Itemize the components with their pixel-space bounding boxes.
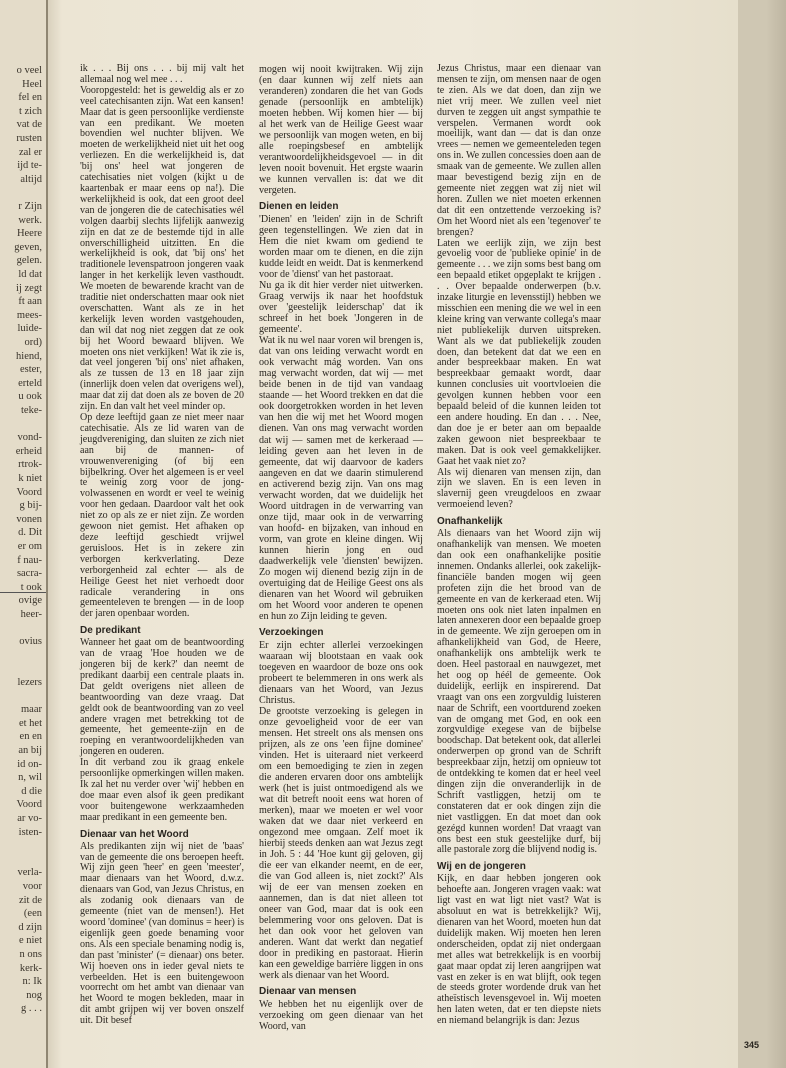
previous-page-fragment: g . . . (21, 1003, 42, 1015)
previous-page-fragment: n, wil (18, 772, 42, 784)
paragraph: Jezus Christus, maar een dienaar van mensen te zijn, om mensen naar de ogen te zien. Als we dat doen, dan zijn we niet vrij meer. We zullen veel niet durven te zeggen uit angst sympathie te verspelen. Vermanen wordt ook moeilijk, want dan — dat is dan onze vrees — nemen we gemeenteleden tegen ons in. We zullen concessies doen aan de smaak van de gemeente. We zullen allen maar bevestigend bezig zijn en de gemeente niet zeggen wat zij niet wil horen. Zullen we niet moeten erkennen dat dit een ontzettende verzoeking is? Om het Woord niet als een 'tegenover' te brengen? (437, 63, 601, 238)
previous-page-rule (0, 592, 46, 593)
page-curl-shadow (766, 0, 786, 1068)
previous-page-fragment: n ons (19, 949, 42, 960)
section-heading: Dienaar van het Woord (80, 828, 189, 840)
previous-page-fragment: maar (21, 704, 42, 716)
main-page (48, 0, 760, 1068)
previous-page-fragment: isten- (18, 826, 42, 838)
paragraph: Als predikanten zijn wij niet de 'baas' van de gemeente die ons beroepen heeft. Wij zijn geen 'heer' en geen 'meester', maar dienaars van het Woord, d.w.z. dienaars van God, van Jezus Christus, en als zodanig ook dienaars van de gemeente (niet van de mensen!). Het woord 'dominee' (van dominus = heer) is eigenlijk geen goede benaming voor ons. Als een speciale benaming nodig is, dan past 'minister' (= dienaar) ons beter. Wij hoeven ons in ieder geval niets te verbeelden. Het is een buitengewoon voorrecht om het ambt van dienaar van het Woord te mogen bekleden, maar in dit ambt grijpen wij ver boven onszelf uit. Dit besef (80, 840, 244, 1027)
previous-page-fragment: d die (21, 785, 42, 797)
previous-page-fragment: o veel (16, 65, 42, 76)
previous-page-fragment: mees- (16, 309, 42, 321)
previous-page-fragment: sacra- (16, 568, 42, 580)
previous-page-fragment: n: Ik (22, 976, 42, 988)
previous-page-fragment: fel en (18, 92, 42, 104)
previous-page-fragment: Heere (16, 228, 42, 240)
previous-page-fragment: ft aan (18, 296, 42, 308)
previous-page-fragment: rtrok- (18, 459, 42, 471)
paragraph: 'Dienen' en 'leiden' zijn in de Schrift geen tegenstellingen. We zien dat in Hem die niet kwam om gediend te worden maar om te dienen, en die zijn kudde leidt en weidt. Dat is kenmerkend voor de 'dienst' van het pastoraat. (259, 214, 423, 281)
previous-page-fragment: ld dat (18, 269, 42, 280)
previous-page-fragment: t ook (20, 581, 42, 593)
previous-page-fragment: voor (22, 881, 42, 892)
previous-page-fragment: nog (26, 989, 42, 1001)
paragraph: Er zijn echter allerlei verzoekingen waaraan wij blootstaan en vaak ook toegeven en waardoor de boze ons ook probeert te belemmeren in ons werk als dienaars van het Woord, van Jezus Christus. (259, 639, 423, 706)
paragraph: Vooropgesteld: het is geweldig als er zo veel catechisanten zijn. Wat een kansen! Maar dat is geen persoonlijke verdienste van een predikant. We moeten bovendien wel nuchter blijven. We moeten de werkelijkheid niet uit het oog verliezen. En die werkelijkheid is, dat 'bij ons' heel wat jongeren de catechisaties niet volgen (kijkt u de kaartenbak er maar eens op na!). Die werkelijkheid is ook, dat een groot deel van de jongeren die de catechisaties wél volgen daarbij slechts lijfelijk aanwezig zijn en dat ze de bestemde tijd in alle onverschilligheid uitzitten. En die werkelijkheid is ook, dat 'bij ons' het traditionele levenspatroon jongeren vaak langer in het kerkelijk leven vasthoudt. We moeten de bewarende kracht van de traditie niet onderschatten maar ook niet overschatten. Want als ze in het kerkelijk leven worden vastgehouden, dan wil dat nog niet zeggen dat ze ook bij het Woord bewaard blijven. We moeten ons niet verkijken! Wat ik zie is, dat veel jongeren 'bij ons' niet afhaken, als ze tussen de 13 en 18 jaar zijn (innerlijk doen velen dat overigens wel), maar dat zij dat doen als ze boven de 20 zijn. En dan valt het veel minder op. (80, 84, 244, 413)
previous-page-fragment: d. Dit (18, 527, 42, 539)
text-column-3 (437, 64, 601, 1027)
paragraph: Kijk, en daar hebben jongeren ook behoefte aan. Jongeren vragen vaak: wat ligt vast en wat ligt niet vast? Wat is absoluut en wat is betrekkelijk? Wij, dienaren van het Woord, moeten hun dat duidelijk maken. Wij moeten hen leren onderscheiden, opdat zij niet ondergaan met alles wat betrekkelijk is en voorbij gaat maar opdat zij leren aangrijpen wat vast en zeker is en wat blijft, ook tegen de steeds groter wordende druk van het atheïstisch levensgevoel in. Wij moeten hen laten weten, dat er ten diepste niets en niemand belangrijk is dan: Jezus (437, 873, 601, 1027)
paragraph: In dit verband zou ik graag enkele persoonlijke opmerkingen willen maken. Ik zal het nu verder over 'wij' hebben en doe maar even alsof ik geen predikant voor buitengewone werkzaamheden maar predikant in een gemeente ben. (80, 757, 244, 823)
previous-page-fragment: ar vo- (17, 813, 42, 824)
previous-page-fragment: vat de (16, 119, 42, 131)
previous-page-fragment: en en (19, 731, 42, 743)
previous-page-fragment: an bij (18, 745, 42, 756)
paragraph: ik . . . Bij ons . . . bij mij valt het allemaal nog wel mee . . . (80, 63, 244, 85)
previous-page-fragment: ijd te- (17, 160, 42, 172)
previous-page-fragment: erteld (18, 377, 42, 389)
paragraph: We hebben het nu eigenlijk over de verzoeking om geen dienaar van het Woord, van (259, 999, 423, 1033)
previous-page-fragment: d zijn (18, 921, 42, 933)
paragraph: Als dienaars van het Woord zijn wij onafhankelijk van mensen. We moeten dan ook een onafhankelijke positie innemen. Ondanks allerlei, ook zakelijk-financiële banden mogen wij geen profeten zijn die het brood van de gemeente en van de kerkeraad eten. Wij moeten ons ook niet laten inpalmen en laten annexeren door een bepaalde groep in de gemeente. We zijn geroepen om in afhankelijkheid van God, de Heere, onafhankelijk ons ambtelijk werk te doen. Heel pastoraal en nauwgezet, met het oog op héél de gemeente. Ook duidelijk, eerlijk en inspirerend. Dat vraagt van ons een zorgvuldig luisteren naar de Schrift, een voortdurend zoeken van de omgang met God, en ook een zorgvuldige exegese van de bijbelse boodschap. Dat betekent ook, dat allerlei onderwerpen op grond van de Schrift bespreekbaar zijn, hetzij om opnieuw tot de ontdekking te komen dat er heel veel dingen zijn die onveranderlijk in de Schrift vastliggen, hetzij om te constateren dat er ook dingen zijn die niet vastliggen. En dat moet dan ook gezégd kunnen worden! Dat vraagt van ons best een stuk geestelijke durf, bij alle pastorale zorg die blijvend nodig is. (437, 528, 601, 856)
previous-page-fragment: u ook (18, 391, 42, 403)
previous-page-fragment: ovius (19, 636, 42, 648)
page-number: 345 (744, 1040, 760, 1050)
previous-page-fragment: luide- (17, 323, 42, 335)
previous-page-fragment: teke- (21, 405, 42, 416)
section-heading: Dienen en leiden (259, 201, 339, 213)
text-column-2 (259, 64, 423, 1032)
previous-page-fragment: t zich (18, 105, 42, 117)
section-heading: Onafhankelijk (437, 516, 503, 528)
previous-page-fragment: heer- (20, 609, 42, 620)
previous-page-fragment: vond- (17, 432, 42, 444)
previous-page-fragment: ester, (19, 364, 42, 376)
paragraph: Laten we eerlijk zijn, we zijn best gevoelig voor de 'publieke opinie' in de gemeente . . . we zijn soms best bang om een bepaald etiket opgeplakt te krijgen . . . Over bepaalde onderwerpen (b.v. inzake liturgie en levensstijl) hebben we misschien een mening die we wel in een kleine kring van verwante collega's maar niet publiekelijk durven uitspreken. Want als we dat publiekelijk zouden doen, dan betekent dat dat we een en ander bespreekbaar maken. En wat bespreekbaar gemaakt wordt, daar kunnen conclusies uit voortvloeien die gevolgen kunnen hebben voor een bepaald beleid of die kunnen leiden tot een andere houding. En dan . . . Nee, dan doe je er beter aan om bepaalde zaken gewoon niet bespreekbaar te maken. Dat is ook veel gemakkelijker. Gaat het vaak niet zo? (437, 237, 601, 467)
paragraph: Wanneer het gaat om de beantwoording van de vraag 'Hoe houden we de jongeren bij de kerk?' dan neemt de predikant daarbij een centrale plaats in. Dat geldt overigens niet alleen de beantwoording van deze vraag. Dat geldt ook de beantwoording van zo veel andere vragen met betrekking tot de gemeente, het gemeente-zijn en de roeping en verantwoordelijkheden van jongeren en ouderen. (80, 637, 244, 758)
section-heading: Wij en de jongeren (437, 861, 526, 873)
paragraph: Wat ik nu wel naar voren wil brengen is, dat van ons leiding verwacht wordt en ook verwacht mág worden. Van ons mag verwacht worden, dat wij — met beide benen in de tijd van vandaag staande — het Woord trekken en dat die ook doorgetrokken worden in het leven van hen die wij met het Woord mogen dienen. Van ons mag verwacht worden dat wij — samen met de kerkeraad — leiding geven aan het leven in de gemeente, dat wij daarvoor de kaders aangeven en dat we daarin stimulerend en activerend bezig zijn. Van ons mag verwacht worden, dat we duidelijk het Woord uitdragen in de verwarring van onze tijd, maar ook in de verwarring van hoofd- en bijzaken, van inhoud en vorm, van grote en kleine dingen. Wij kunnen hierin jong en oud daadwerkelijk vele 'diensten' bewijzen. Zo mogen wij dienend bezig zijn in de overtuiging dat de Heilige Geest ons als dienaren van het Woord wil gebruiken om het Woord voor anderen te openen en hun zo Zijn leiding te geven. (259, 335, 423, 622)
previous-page-fragment: et het (18, 717, 42, 729)
previous-page-fragment: ord) (24, 337, 42, 348)
previous-page-fragment: altijd (20, 173, 42, 185)
previous-page-fragment: werk. (18, 214, 42, 226)
previous-page-fragment: f nau- (17, 554, 42, 566)
previous-page-fragment: k niet (18, 473, 42, 484)
previous-page-fragment: r Zijn (18, 201, 42, 212)
previous-page-fragment: e niet (18, 935, 42, 947)
previous-page-fragment: gelen. (16, 255, 42, 267)
previous-page-fragment: vonen (16, 513, 42, 525)
previous-page-fragment: g bij- (19, 500, 42, 512)
previous-page-fragment: erheid (15, 445, 42, 457)
previous-page-fragment: zal er (18, 146, 42, 158)
previous-page-fragment: geven, (14, 241, 42, 253)
previous-page-fragment: rusten (16, 133, 42, 144)
previous-page-fragment: Voord (16, 799, 42, 811)
previous-page-fragment: ovige (18, 595, 42, 607)
section-heading: Verzoekingen (259, 626, 324, 638)
paragraph: Op deze leeftijd gaan ze niet meer naar catechisatie. Als ze lid waren van de jeugdvereniging, dan sluiten ze zich niet aan bij de mannen- of vrouwenvereniging (of bij een bijbelkring. Over het algemeen is er veel te weinig zorg voor de jong-volwassenen en wordt er veel te weinig voor hen gedaan. Daardoor valt het ook niet zo op als ze er niet zijn. Ze worden gewoon niet gemist. Het afhaken op deze leeftijd geschiedt vrijwel geruisloos. Het is in zekere zin verborgen kerkverlating. Deze verborgenheid zal echter — als de Heilige Geest het niet verhoedt door radicale verandering in ons gemeenteleven te brengen — in de loop der jaren openbaar worden. (80, 412, 244, 620)
paragraph: Als wij dienaren van mensen zijn, dan zijn we slaven. En is een leven in slavernij geen vreugdeloos en zwaar vermoeiend leven? (437, 466, 601, 511)
previous-page-fragment: Voord (16, 486, 42, 498)
section-heading: Dienaar van mensen (259, 986, 357, 998)
previous-page-edge (0, 0, 48, 1068)
previous-page-fragment: hiend, (16, 350, 42, 362)
previous-page-fragment: kerk- (19, 962, 42, 974)
paragraph: De grootste verzoeking is gelegen in onze gevoeligheid voor de eer van mensen. Het streelt ons als mensen ons prijzen, als ze ons 'een fijne dominee' vinden. Het is uiteraard niet verkeerd om een bemoediging te zien in zegen die anderen ervaren door ons ambtelijk werk (het is juist ontmoedigend als we wat dit betreft nooit eens wat horen of merken), maar we moeten er wel voor waken dat we daar niet verkeerd en ongezond mee omgaan. Zelf moet ik hierbij steeds denken aan wat Jezus zegt in Joh. 5 : 44 'Hoe kunt gij geloven, gij die eer van elkander neemt, en de eer, die van God alleen is, niet zockt?' Als wij de eer van mensen zoeken en aannemen, dan is dat niet alleen tot oneer van God, maar dat is ook een belemmering voor ons geloven. Dat is het dan ook voor het geloven van anderen. Want dat werkt dan negatief door in prediking en pastoraat. Hierin kan een geweldige barrière liggen in ons werk als dienaar van het Woord. (259, 705, 423, 982)
paragraph: mogen wij nooit kwijtraken. Wij zijn (en daar kunnen wij zelf niets aan veranderen) zondaren die het van Gods genade (persoonlijk en ambtelijk) moeten hebben. Wij komen hier — bij al het werk van de Heilige Geest waar we persoonlijk van mogen weten, en bij alle roepingsbesef en ambtelijk verantwoordelijkheidsgevoel — in dit leven nooit bovenuit. Het ergste waarin we kunnen vervallen is: dat we dit vergeten. (259, 64, 423, 197)
section-heading: De predikant (80, 625, 141, 637)
previous-page-fragment: id on- (17, 758, 42, 770)
previous-page-fragment: ij zegt (16, 282, 42, 294)
previous-page-fragment: er om (17, 541, 42, 552)
text-column-1 (80, 64, 244, 1027)
previous-page-fragment: Heel (22, 78, 42, 90)
previous-page-fragment: (een (23, 908, 42, 920)
previous-page-fragment: zit de (18, 894, 42, 906)
paragraph: Nu ga ik dit hier verder niet uitwerken. Graag verwijs ik naar het hoofdstuk over 'geestelijk leiderschap' dat ik schreef in het boek 'Jongeren in de gemeente'. (259, 280, 423, 336)
previous-page-fragment: lezers (17, 677, 42, 688)
previous-page-fragment: verla- (17, 867, 42, 879)
